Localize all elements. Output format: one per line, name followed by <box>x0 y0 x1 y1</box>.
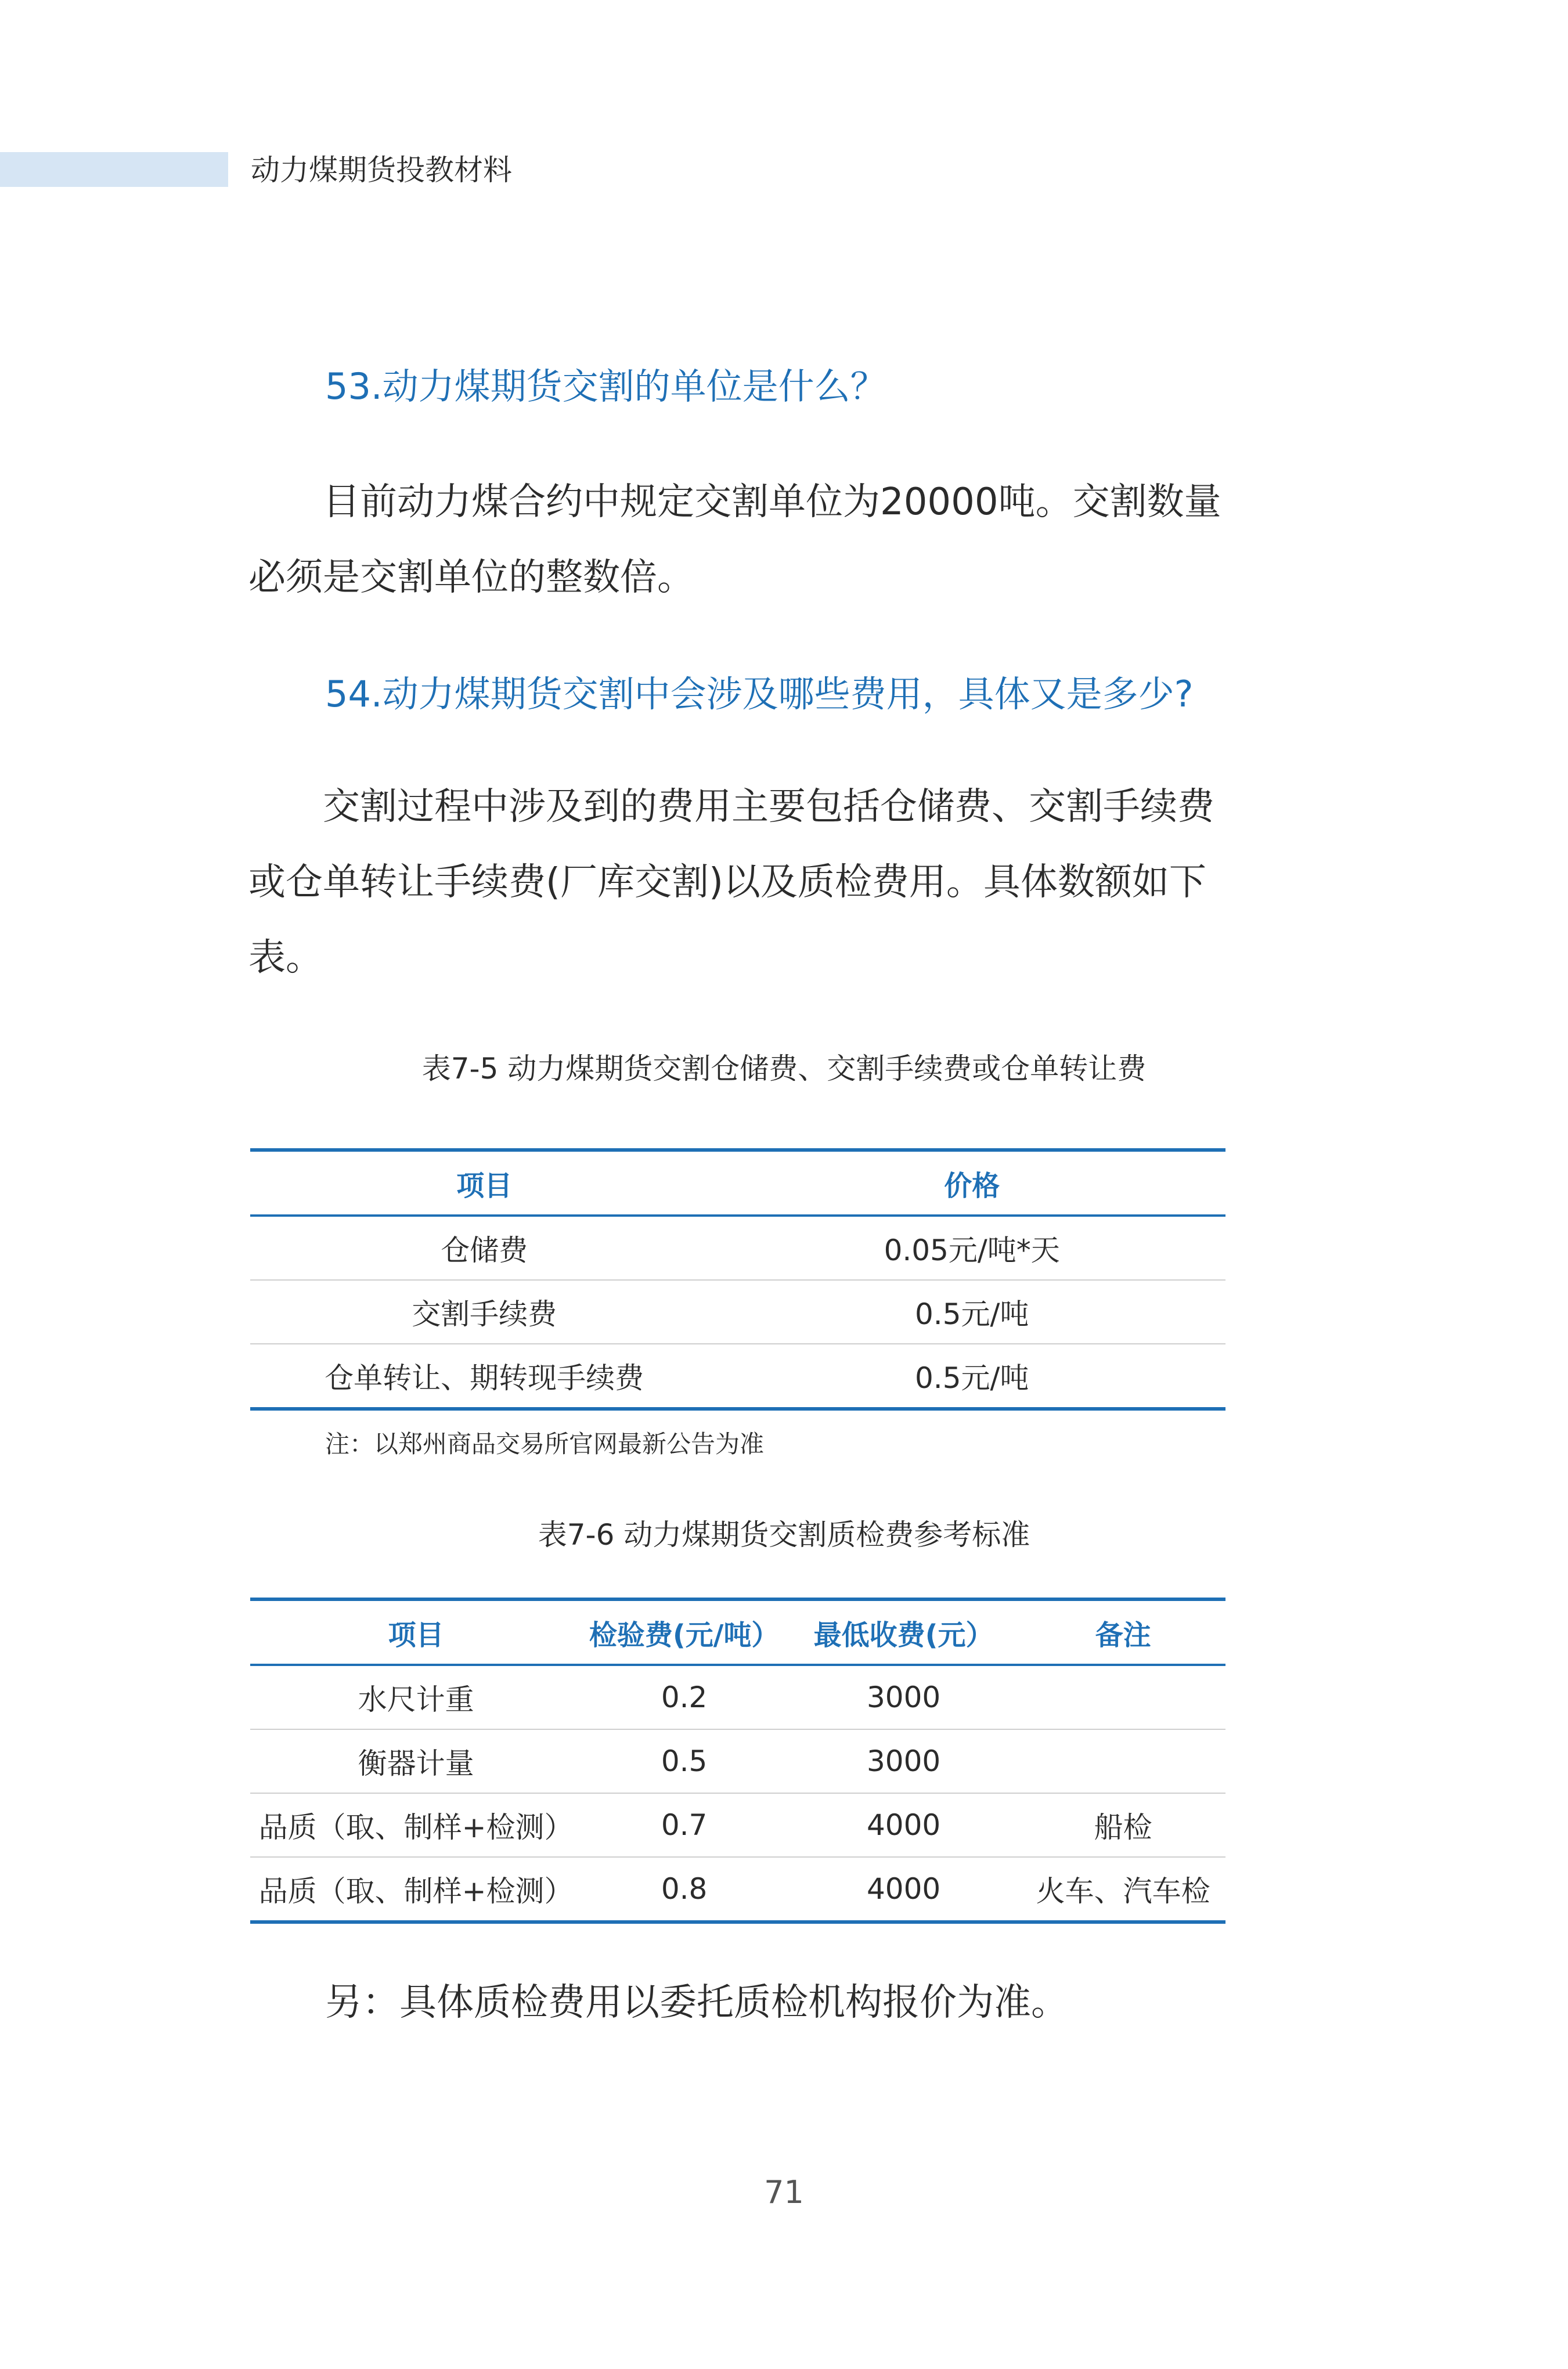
table-cell: 衡器计量 <box>250 1729 582 1793</box>
table-row <box>250 1729 1225 1793</box>
table-cell: 品质（取、制样+检测） <box>250 1857 582 1922</box>
answer-54-paragraph: 交割过程中涉及到的费用主要包括仓储费、交割手续费或仓单转让手续费(厂库交割)以及质检费用。具体数额如下表。 <box>248 785 1214 979</box>
table-cell: 4000 <box>787 1857 1021 1922</box>
table-cell: 交割手续费 <box>250 1280 718 1344</box>
answer-53-paragraph: 目前动力煤合约中规定交割单位为20000吨。交割数量必须是交割单位的整数倍。 <box>248 481 1221 599</box>
table-cell: 船检 <box>1021 1793 1225 1857</box>
extra-note: 另：具体质检费用以委托质检机构报价为准。 <box>325 1981 1068 2024</box>
header-cell-item: 项目 <box>250 1150 718 1216</box>
table-row <box>250 1216 1225 1280</box>
header-cell-inspection-fee: 检验费(元/吨） <box>582 1599 787 1665</box>
table-header-row <box>250 1150 1225 1216</box>
question-53-title: 53.动力煤期货交割的单位是什么？ <box>325 365 886 408</box>
table-7-6-caption: 表7-6 动力煤期货交割质检费参考标准 <box>538 1518 1030 1552</box>
table-cell: 0.5元/吨 <box>718 1280 1225 1344</box>
table-cell: 仓储费 <box>250 1216 718 1280</box>
header-cell-minimum-charge: 最低收费(元） <box>787 1599 1021 1665</box>
table-7-5 <box>250 1148 1225 1411</box>
table-row <box>250 1344 1225 1409</box>
table-7-5-note: 注：以郑州商品交易所官网最新公告为准 <box>325 1430 765 1458</box>
table-cell: 3000 <box>787 1665 1021 1729</box>
table-cell: 火车、汽车检 <box>1021 1857 1225 1922</box>
table-cell: 仓单转让、期转现手续费 <box>250 1344 718 1409</box>
table-row <box>250 1857 1225 1922</box>
header-cell-item: 项目 <box>250 1599 582 1665</box>
table-header-row <box>250 1599 1225 1665</box>
header-accent-bar <box>0 152 228 187</box>
table-cell: 0.2 <box>582 1665 787 1729</box>
page-number: 71 <box>764 2174 804 2211</box>
table-row <box>250 1280 1225 1344</box>
table-row <box>250 1665 1225 1729</box>
question-54-title: 54.动力煤期货交割中会涉及哪些费用，具体又是多少? <box>325 673 1194 715</box>
header-cell-remarks: 备注 <box>1021 1599 1225 1665</box>
table-cell: 4000 <box>787 1793 1021 1857</box>
table-cell: 0.05元/吨*天 <box>718 1216 1225 1280</box>
table-cell: 品质（取、制样+检测） <box>250 1793 582 1857</box>
table-7-6 <box>250 1598 1225 1924</box>
table-row <box>250 1793 1225 1857</box>
header-title: 动力煤期货投教材料 <box>251 153 512 187</box>
table-cell: 0.8 <box>582 1857 787 1922</box>
table-cell <box>1021 1729 1225 1793</box>
table-cell: 0.5元/吨 <box>718 1344 1225 1409</box>
table-cell <box>1021 1665 1225 1729</box>
table-cell: 水尺计重 <box>250 1665 582 1729</box>
header-cell-price: 价格 <box>718 1150 1225 1216</box>
table-cell: 0.5 <box>582 1729 787 1793</box>
table-7-5-caption: 表7-5 动力煤期货交割仓储费、交割手续费或仓单转让费 <box>421 1052 1147 1086</box>
table-cell: 0.7 <box>582 1793 787 1857</box>
table-cell: 3000 <box>787 1729 1021 1793</box>
